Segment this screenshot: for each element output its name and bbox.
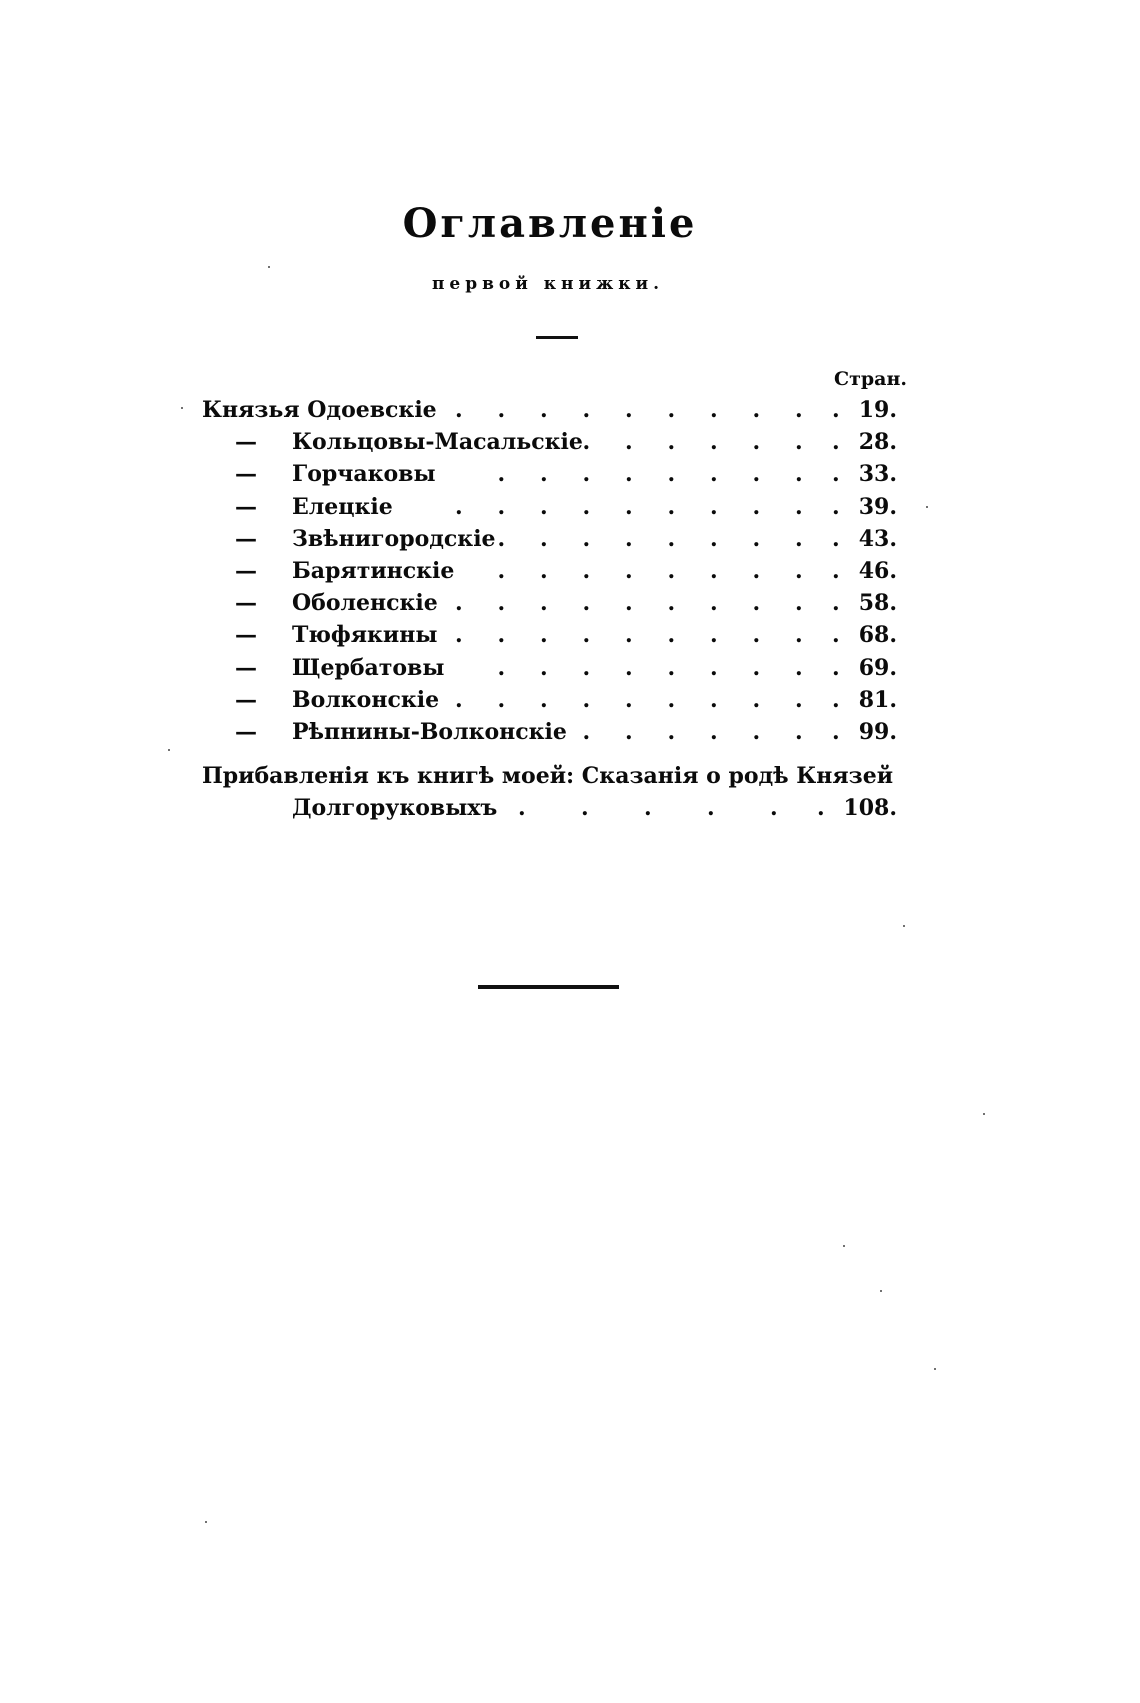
leader-dot: . [540,461,548,488]
leader-dot: . [625,429,633,456]
leader-dot: . [710,525,718,552]
leader-dots [0,523,1140,555]
leader-dot: . [752,429,761,456]
leader-dot: . [455,622,463,649]
leader-dot: . [795,654,803,681]
toc-entry-page-number: 58. [858,590,897,617]
leader-dot: . [795,558,803,584]
leader-dot: . [832,719,840,745]
leader-dot: . [518,795,526,821]
ditto-dash: — [235,525,257,552]
leader-dot: . [710,654,718,681]
appendix-title-line1: Прибавленія къ книгѣ моей: Сказанія о родѣ Князей [202,763,894,789]
leader-dot: . [710,429,718,456]
toc-entry-title: Рѣпнины-Волконскіе [292,719,567,745]
leader-dot: . [497,493,506,520]
leader-dots [0,555,1140,587]
leader-dot: . [795,397,803,423]
leader-dot: . [832,525,840,552]
toc-entry-title: Звѣнигородскіе [292,525,496,552]
leader-dot: . [497,622,506,649]
leader-dots [0,792,1140,824]
toc-entry-page-number: 33. [858,461,897,488]
scan-speck [205,1521,207,1523]
leader-dot: . [795,429,803,456]
toc-entry-page-number: 99. [858,719,897,745]
leader-dot: . [832,461,840,488]
leader-dot: . [752,622,761,649]
toc-entry-title: Барятинскіе [292,558,455,584]
leader-dot: . [582,622,591,649]
leader-dot: . [540,686,548,713]
leader-dot: . [710,397,718,423]
toc-entry [0,523,1140,555]
ditto-dash: — [235,461,257,488]
leader-dot: . [752,719,761,745]
leader-dot: . [625,686,633,713]
contents-heading [0,200,1140,247]
pages-column-label: Стран. [834,368,908,390]
leader-dot: . [455,590,463,617]
toc-entry [0,652,1140,684]
leader-dot: . [667,622,676,649]
leader-dot: . [832,686,840,713]
leader-dot: . [832,654,840,681]
scan-speck [843,1245,845,1247]
scan-speck [983,1113,985,1115]
toc-entry [0,555,1140,587]
leader-dot: . [832,429,840,456]
leader-dot: . [625,622,633,649]
ditto-dash: — [235,558,257,584]
leader-dot: . [710,686,718,713]
contents-heading-text: Оглавленіе [402,200,698,247]
leader-dot: . [582,493,591,520]
leader-dot: . [540,397,548,423]
toc-entry [0,587,1140,619]
leader-dot: . [625,397,633,423]
leader-dot: . [582,397,591,423]
scan-speck [168,749,170,751]
leader-dot: . [540,622,548,649]
leader-dot: . [582,429,591,456]
scan-speck [903,925,905,927]
toc-entry-title: Оболенскіе [292,590,438,617]
leader-dot: . [667,525,676,552]
leader-dots [0,716,1140,748]
leader-dot: . [625,590,633,617]
ditto-dash: — [235,719,257,745]
ditto-dash: — [235,429,257,456]
leader-dot: . [455,686,463,713]
toc-entry-title: Горчаковы [292,461,436,488]
leader-dot: . [752,525,761,552]
leader-dot: . [795,686,803,713]
scan-speck [934,1368,936,1370]
leader-dot: . [752,397,761,423]
leader-dot: . [497,461,506,488]
leader-dot: . [540,493,548,520]
toc-entry [0,458,1140,490]
leader-dots [0,587,1140,619]
appendix-entry [0,792,1140,824]
leader-dot: . [795,525,803,552]
leader-dot: . [710,590,718,617]
toc-entry [0,716,1140,748]
ditto-dash: — [235,686,257,713]
leader-dot: . [625,558,633,584]
leader-dot: . [667,397,676,423]
leader-dots [0,684,1140,716]
contents-subheading [0,274,1140,294]
leader-dot: . [832,622,840,649]
leader-dot: . [497,654,506,681]
leader-dot: . [667,429,676,456]
leader-dot: . [582,719,591,745]
ditto-dash: — [235,590,257,617]
toc-entry-page-number: 81. [858,686,897,713]
leader-dot: . [832,590,840,617]
leader-dot: . [795,493,803,520]
toc-entry-page-number: 69. [858,654,897,681]
leader-dot: . [625,719,633,745]
leader-dots [0,394,1140,426]
leader-dot: . [540,590,548,617]
contents-subheading-text: первой книжки. [431,274,665,294]
toc-entry-page-number: 39. [858,493,897,520]
toc-entry [0,619,1140,651]
toc-entry-title: Елецкіе [292,493,393,520]
short-divider [536,336,578,339]
leader-dot: . [795,590,803,617]
toc-entry-page-number: 68. [858,622,897,649]
leader-dot: . [582,461,591,488]
leader-dot: . [582,558,591,584]
leader-dot: . [582,590,591,617]
leader-dot: . [817,795,825,821]
ditto-dash: — [235,622,257,649]
leader-dot: . [540,558,548,584]
toc-entry-page-number: 19. [858,397,897,423]
leader-dot: . [667,493,676,520]
leader-dot: . [710,461,718,488]
leader-dot: . [832,397,840,423]
leader-dot: . [667,590,676,617]
toc-entry [0,426,1140,458]
leader-dot: . [581,795,589,821]
leader-dot: . [710,558,718,584]
leader-dot: . [832,493,840,520]
leader-dot: . [752,493,761,520]
toc-entry-title: Князья Одоевскіе [202,397,437,423]
toc-entry-title: Кольцовы-Масальскіе [292,429,583,456]
leader-dot: . [667,461,676,488]
leader-dot: . [752,461,761,488]
leader-dot: . [667,558,676,584]
leader-dot: . [667,654,676,681]
toc-entry [0,491,1140,523]
leader-dot: . [540,654,548,681]
toc-entry-title: Тюфякины [292,622,438,649]
leader-dots [0,652,1140,684]
leader-dot: . [795,622,803,649]
toc-entry-page-number: 43. [858,525,897,552]
leader-dot: . [497,558,506,584]
leader-dots [0,491,1140,523]
leader-dot: . [795,461,803,488]
leader-dot: . [540,525,548,552]
leader-dot: . [455,493,463,520]
scan-speck [880,1290,882,1292]
leader-dot: . [625,654,633,681]
leader-dot: . [770,795,778,821]
leader-dot: . [710,622,718,649]
leader-dot: . [497,686,506,713]
scan-speck [268,266,270,268]
leader-dot: . [795,719,803,745]
appendix-title-line2: Долгоруковыхъ [292,795,498,821]
ditto-dash: — [235,654,257,681]
toc-entry-title: Щербатовы [292,654,445,681]
leader-dot: . [582,686,591,713]
leader-dots [0,619,1140,651]
leader-dot: . [667,686,676,713]
leader-dot: . [497,397,506,423]
leader-dot: . [582,525,591,552]
leader-dot: . [455,397,463,423]
leader-dot: . [707,795,715,821]
ditto-dash: — [235,493,257,520]
toc-entry-page-number: 46. [858,558,897,584]
leader-dot: . [667,719,676,745]
leader-dot: . [497,525,506,552]
scan-speck [181,407,183,409]
leader-dot: . [497,590,506,617]
leader-dot: . [752,686,761,713]
toc-entry-title: Волконскіе [292,686,440,713]
leader-dot: . [752,558,761,584]
leader-dot: . [625,461,633,488]
toc-entry-page-number: 28. [858,429,897,456]
leader-dot: . [752,590,761,617]
appendix-page-number: 108. [843,795,897,821]
toc-entry [0,394,1140,426]
leader-dot: . [710,493,718,520]
leader-dot: . [752,654,761,681]
leader-dot: . [582,654,591,681]
leader-dot: . [710,719,718,745]
leader-dot: . [625,525,633,552]
end-divider [478,985,619,989]
scan-speck [926,506,928,508]
leader-dots [0,426,1140,458]
leader-dot: . [625,493,633,520]
leader-dots [0,458,1140,490]
leader-dot: . [832,558,840,584]
toc-entry [0,684,1140,716]
leader-dot: . [644,795,652,821]
